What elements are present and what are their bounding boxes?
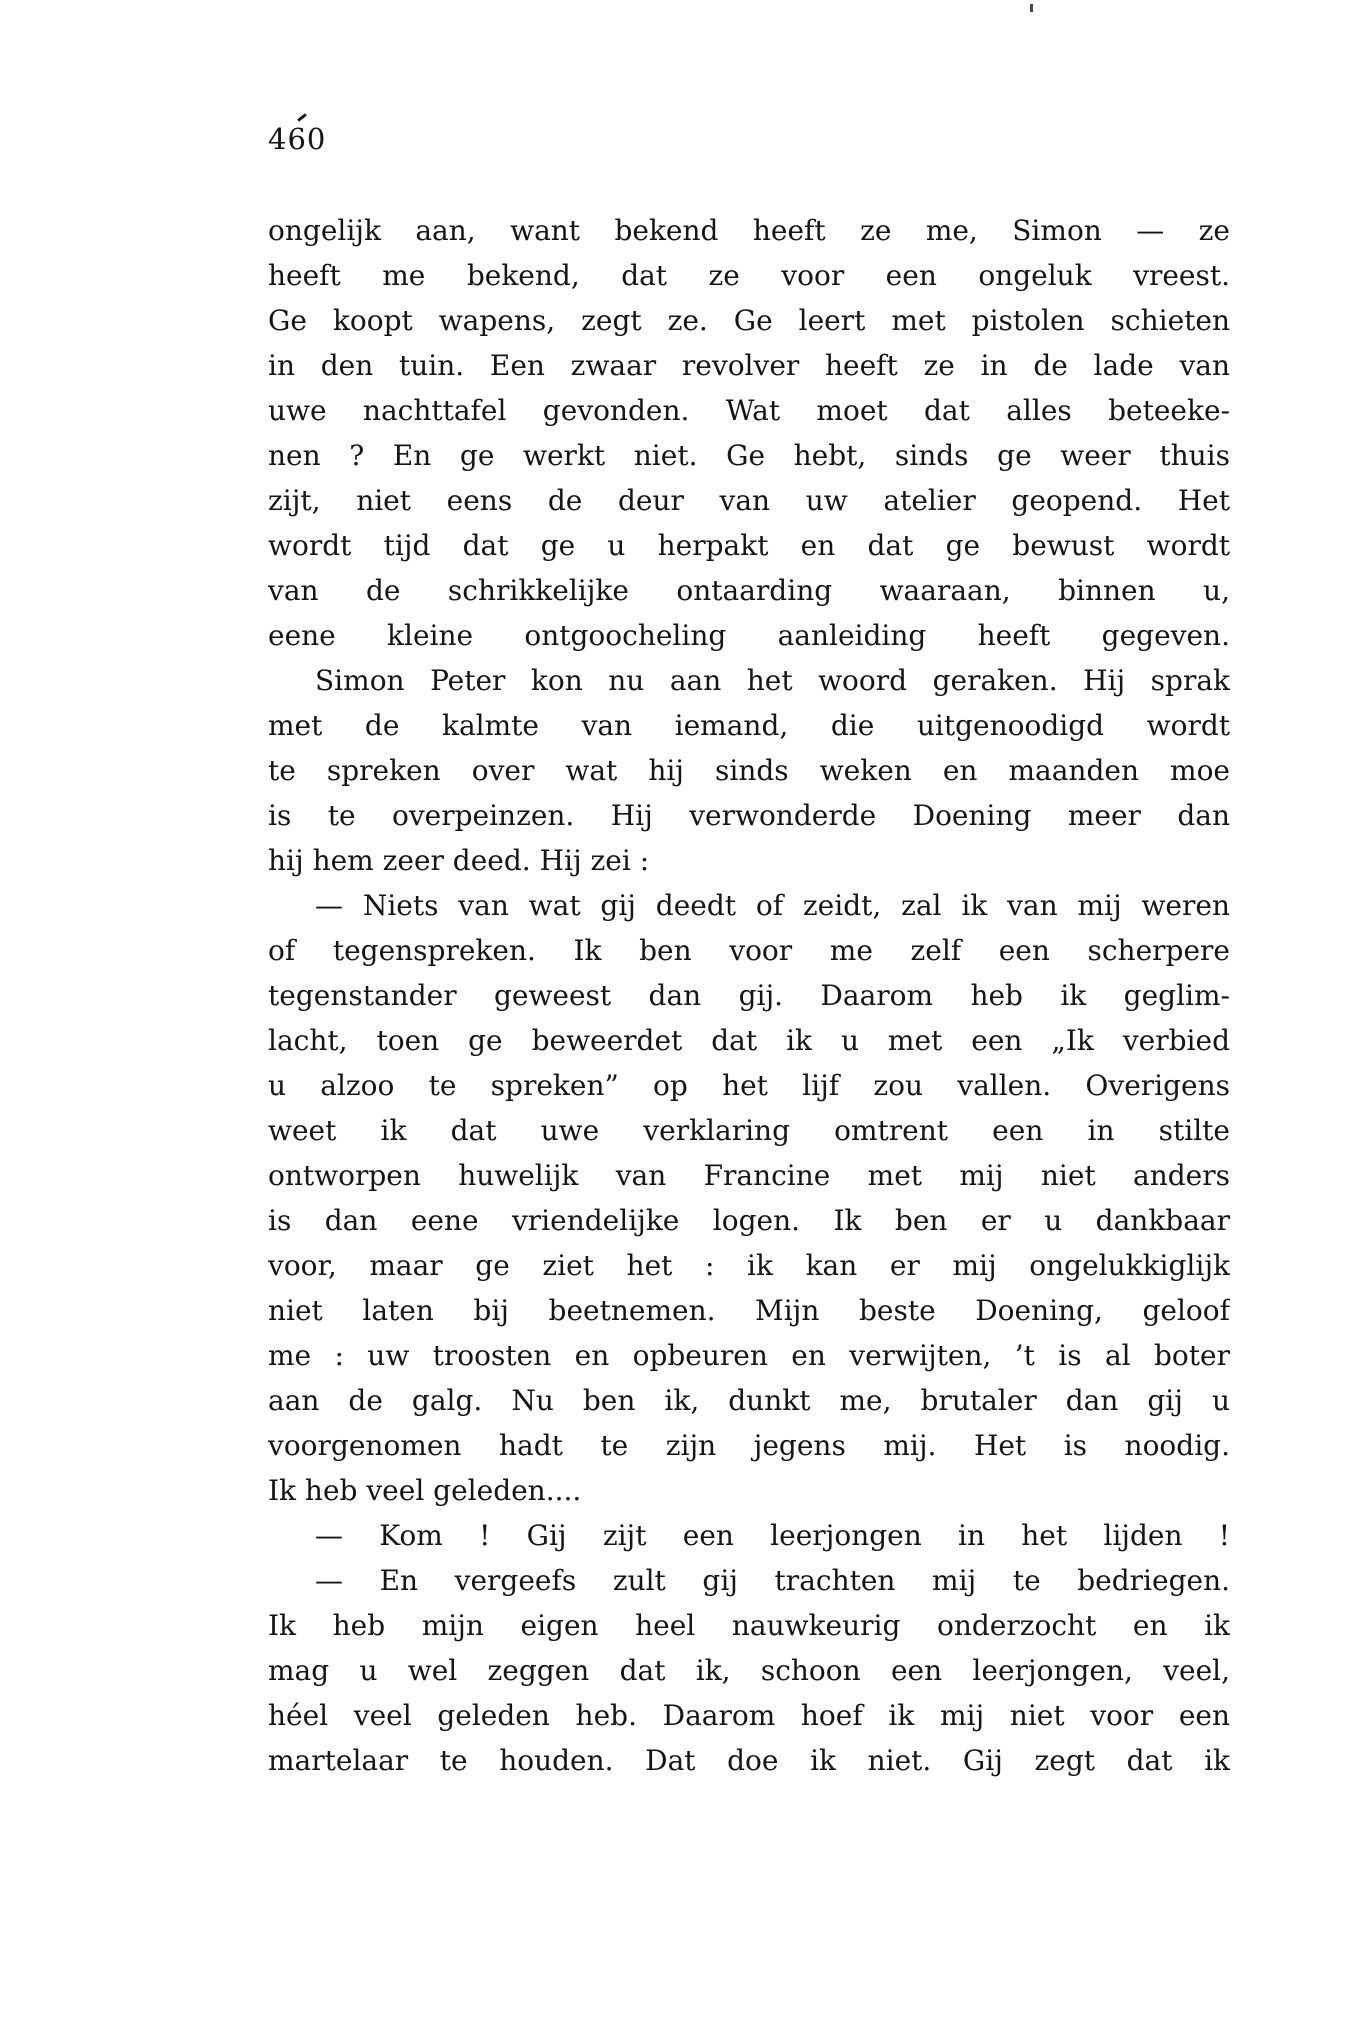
- text-line: ontworpen huwelijk van Francine met mij niet anders: [268, 1159, 1230, 1192]
- text-line: lacht, toen ge beweerdet dat ik u met een „Ik verbied: [268, 1024, 1230, 1057]
- text-line: mag u wel zeggen dat ik, schoon een leerjongen, veel,: [268, 1654, 1230, 1687]
- text-line: in den tuin. Een zwaar revolver heeft ze in de lade van: [268, 349, 1230, 382]
- page-number: 460: [268, 122, 327, 156]
- text-line: — En vergeefs zult gij trachten mij te bedriegen.: [315, 1564, 1230, 1597]
- text-line: is dan eene vriendelijke logen. Ik ben er u dankbaar: [268, 1204, 1230, 1237]
- text-line: te spreken over wat hij sinds weken en maanden moe: [268, 754, 1230, 787]
- text-line: heeft me bekend, dat ze voor een ongeluk vreest.: [268, 259, 1230, 292]
- scan-speck: [1030, 4, 1033, 12]
- text-line: wordt tijd dat ge u herpakt en dat ge bewust wordt: [268, 529, 1230, 562]
- page-text: [268, 208, 1230, 1783]
- text-line: hij hem zeer deed. Hij zei :: [268, 844, 650, 877]
- text-line: — Niets van wat gij deedt of zeidt, zal ik van mij weren: [315, 889, 1230, 922]
- text-line: niet laten bij beetnemen. Mijn beste Doening, geloof: [268, 1294, 1230, 1327]
- text-line: Simon Peter kon nu aan het woord geraken. Hij sprak: [315, 664, 1230, 697]
- text-line: of tegenspreken. Ik ben voor me zelf een scherpere: [268, 934, 1230, 967]
- text-line: ongelijk aan, want bekend heeft ze me, Simon — ze: [268, 214, 1230, 247]
- text-line: is te overpeinzen. Hij verwonderde Doening meer dan: [268, 799, 1230, 832]
- text-line: aan de galg. Nu ben ik, dunkt me, brutaler dan gij u: [268, 1384, 1230, 1417]
- text-line: zijt, niet eens de deur van uw atelier geopend. Het: [268, 484, 1230, 517]
- text-line: weet ik dat uwe verklaring omtrent een in stilte: [268, 1114, 1230, 1147]
- scan-speck: [297, 113, 307, 122]
- text-line: u alzoo te spreken” op het lijf zou vallen. Overigens: [268, 1069, 1230, 1102]
- text-line: — Kom ! Gij zijt een leerjongen in het lijden !: [315, 1519, 1230, 1552]
- text-line: met de kalmte van iemand, die uitgenoodigd wordt: [268, 709, 1230, 742]
- text-line: me : uw troosten en opbeuren en verwijten, ’t is al boter: [268, 1339, 1230, 1372]
- text-line: martelaar te houden. Dat doe ik niet. Gij zegt dat ik: [268, 1744, 1230, 1777]
- text-line: tegenstander geweest dan gij. Daarom heb ik geglim-: [268, 979, 1230, 1012]
- text-line: van de schrikkelijke ontaarding waaraan, binnen u,: [268, 574, 1230, 607]
- text-line: voor, maar ge ziet het : ik kan er mij ongelukkiglijk: [268, 1249, 1230, 1282]
- text-line: Ik heb mijn eigen heel nauwkeurig onderzocht en ik: [268, 1609, 1230, 1642]
- text-line: Ge koopt wapens, zegt ze. Ge leert met pistolen schieten: [268, 304, 1230, 337]
- text-line: voorgenomen hadt te zijn jegens mij. Het is noodig.: [268, 1429, 1230, 1462]
- text-line: héel veel geleden heb. Daarom hoef ik mij niet voor een: [268, 1699, 1230, 1732]
- text-line: uwe nachttafel gevonden. Wat moet dat alles beteeke-: [268, 394, 1230, 427]
- text-line: Ik heb veel geleden....: [268, 1474, 582, 1507]
- text-line: eene kleine ontgoocheling aanleiding heeft gegeven.: [268, 619, 1230, 652]
- text-line: nen ? En ge werkt niet. Ge hebt, sinds ge weer thuis: [268, 439, 1230, 472]
